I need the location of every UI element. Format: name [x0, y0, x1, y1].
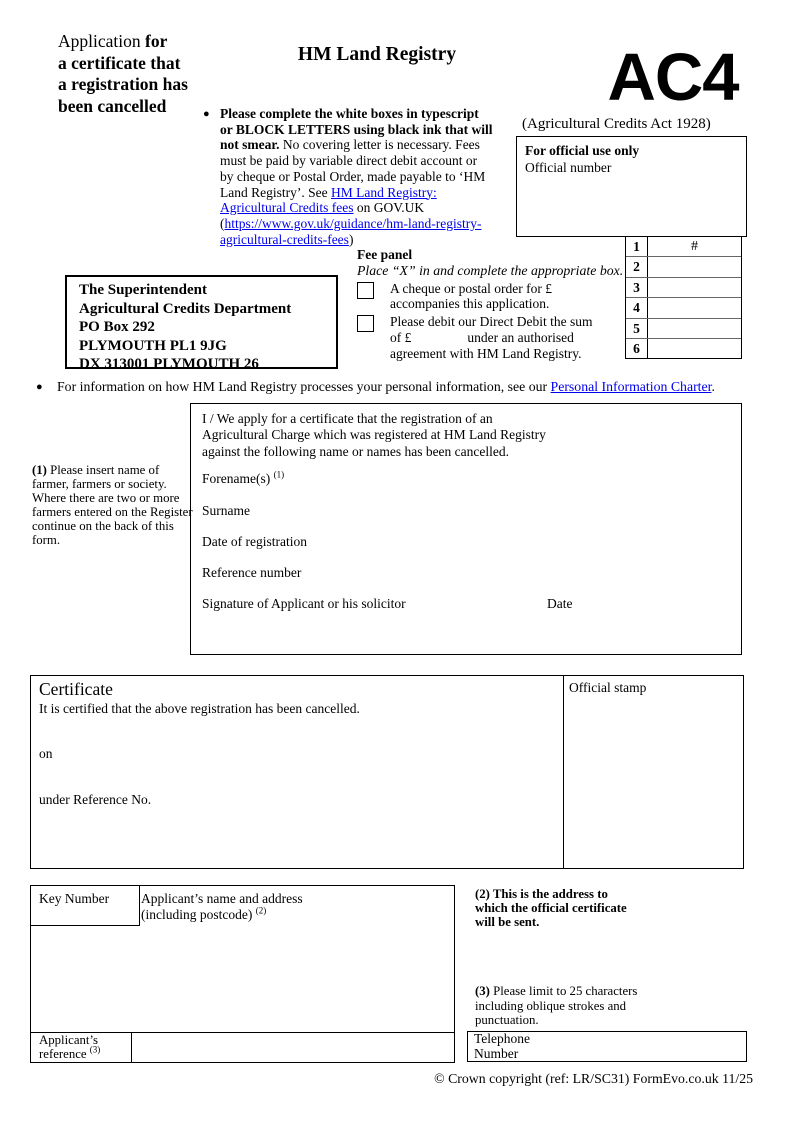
- fee-option-direct-debit: [357, 314, 657, 361]
- table-row: 5: [626, 319, 741, 339]
- act-subtitle: (Agricultural Credits Act 1928): [522, 116, 711, 132]
- address-line: DX 313001 PLYMOUTH 26: [79, 356, 259, 373]
- address-line: Agricultural Credits Department: [79, 300, 292, 317]
- cheque-checkbox[interactable]: [357, 282, 374, 299]
- telephone-number-box[interactable]: Telephone Number: [467, 1031, 747, 1062]
- instructions-text1: No covering letter is necessary. Fees must be paid by variable direct debit account or by cheque or Postal Order, made payable to ‘HM Land Registry’. See: [220, 137, 486, 200]
- applicant-details-box: [30, 885, 455, 1063]
- org-heading: HM Land Registry: [297, 44, 457, 65]
- table-row: 3: [626, 278, 741, 298]
- direct-debit-option-label: Please debit our Direct Debit the sum of £ under an authorised agreement with HM Land Registry.: [390, 314, 593, 361]
- official-number-label: Official number: [525, 160, 612, 175]
- instructions-text3: ): [348, 231, 354, 247]
- address-line: PO Box 292: [79, 319, 155, 336]
- margin-note-3: (3) Please limit to 25 characters including oblique strokes and punctuation.: [475, 984, 638, 1027]
- fees-url-link[interactable]: https://www.gov.uk/guidance/hm-land-registry-agricultural-credits-fees: [220, 215, 482, 247]
- fee-option-cheque: [357, 281, 657, 313]
- table-cell[interactable]: [648, 339, 741, 358]
- fees-link[interactable]: HM Land Registry: Agricultural Credits fees: [220, 184, 437, 216]
- certificate-reference-label[interactable]: under Reference No.: [39, 792, 152, 807]
- surname-field-label[interactable]: Surname: [202, 503, 250, 518]
- form-code-badge: AC4: [607, 40, 739, 115]
- margin-note-1: (1) Please insert name of farmer, farmers or society. Where there are two or more farmers entered on the Register continue on the back of this form.: [32, 463, 193, 547]
- fee-panel-instruction: Place “X” in and complete the appropriate box.: [357, 262, 624, 278]
- table-cell[interactable]: #: [691, 239, 698, 254]
- cheque-option-label: A cheque or postal order for £ accompanies this application.: [390, 280, 552, 312]
- table-row: 4: [626, 298, 741, 318]
- reference-number-field-label[interactable]: Reference number: [202, 565, 302, 580]
- applicant-name-address-label[interactable]: Applicant’s name and address (including postcode) $^{(2)}$: [141, 891, 303, 922]
- table-cell[interactable]: [648, 278, 741, 297]
- certificate-divider: [563, 676, 564, 868]
- date-of-registration-field-label[interactable]: Date of registration: [202, 534, 307, 549]
- application-box: [190, 403, 742, 655]
- form-title-line4: been cancelled: [58, 95, 167, 116]
- signature-field-label[interactable]: Signature of Applicant or his solicitor: [202, 596, 406, 611]
- fee-panel-title: Fee panel: [357, 247, 413, 262]
- date-field-label[interactable]: Date: [547, 596, 573, 611]
- applicant-reference-cell[interactable]: Applicant’s reference $^{(3)}$: [31, 1033, 132, 1062]
- official-use-title: For official use only: [525, 143, 640, 158]
- completion-instructions: [220, 106, 494, 247]
- table-cell[interactable]: [648, 319, 741, 338]
- certificate-title: Certificate: [39, 679, 113, 699]
- certificate-statement: It is certified that the above registration has been cancelled.: [39, 701, 360, 716]
- certificate-on-label[interactable]: on: [39, 746, 53, 761]
- form-title: [58, 31, 288, 117]
- table-cell[interactable]: [648, 257, 741, 276]
- form-title-line1: Application for: [58, 31, 168, 51]
- superintendent-address-box: [65, 275, 338, 373]
- address-line: PLYMOUTH PL1 9JG: [79, 337, 227, 354]
- official-stamp-label: Official stamp: [569, 680, 647, 695]
- forename-field-label[interactable]: Forename(s) $^{(1)}$: [202, 469, 285, 486]
- table-cell[interactable]: [648, 298, 741, 317]
- bullet-icon: ●: [203, 108, 210, 120]
- certificate-box: [30, 675, 744, 869]
- bullet-icon: ●: [36, 381, 43, 393]
- address-line: The Superintendent: [79, 282, 207, 298]
- fee-panel: [357, 247, 657, 362]
- personal-information-note: For information on how HM Land Registry processes your personal information, see our Personal Information Charter.: [57, 379, 715, 394]
- table-row: 2: [626, 257, 741, 277]
- margin-note-2: (2) This is the address to which the official certificate will be sent.: [475, 887, 627, 930]
- official-number-table: [625, 236, 742, 359]
- application-statement: I / We apply for a certificate that the registration of an Agricultural Charge which was registered at HM Land Registry against the following name or names has been cancelled.: [202, 411, 546, 459]
- form-title-line2: a certificate that: [58, 52, 181, 73]
- personal-information-charter-link[interactable]: Personal Information Charter: [550, 379, 712, 394]
- instructions-text2: on GOV.UK (: [220, 200, 425, 231]
- key-number-cell[interactable]: Key Number: [31, 886, 140, 926]
- table-row: 1 #: [626, 237, 741, 257]
- form-title-line3: a registration has: [58, 74, 188, 94]
- official-use-box[interactable]: [516, 136, 747, 237]
- direct-debit-checkbox[interactable]: [357, 315, 374, 332]
- applicant-reference-row: [31, 1032, 454, 1062]
- instructions-bold: Please complete the white boxes in typescript or BLOCK LETTERS using black ink that will not smear.: [220, 106, 493, 153]
- table-row: 6: [626, 339, 741, 358]
- signature-row: [202, 596, 741, 612]
- copyright-footer: © Crown copyright (ref: LR/SC31) FormEvo.co.uk 11/25: [434, 1071, 753, 1086]
